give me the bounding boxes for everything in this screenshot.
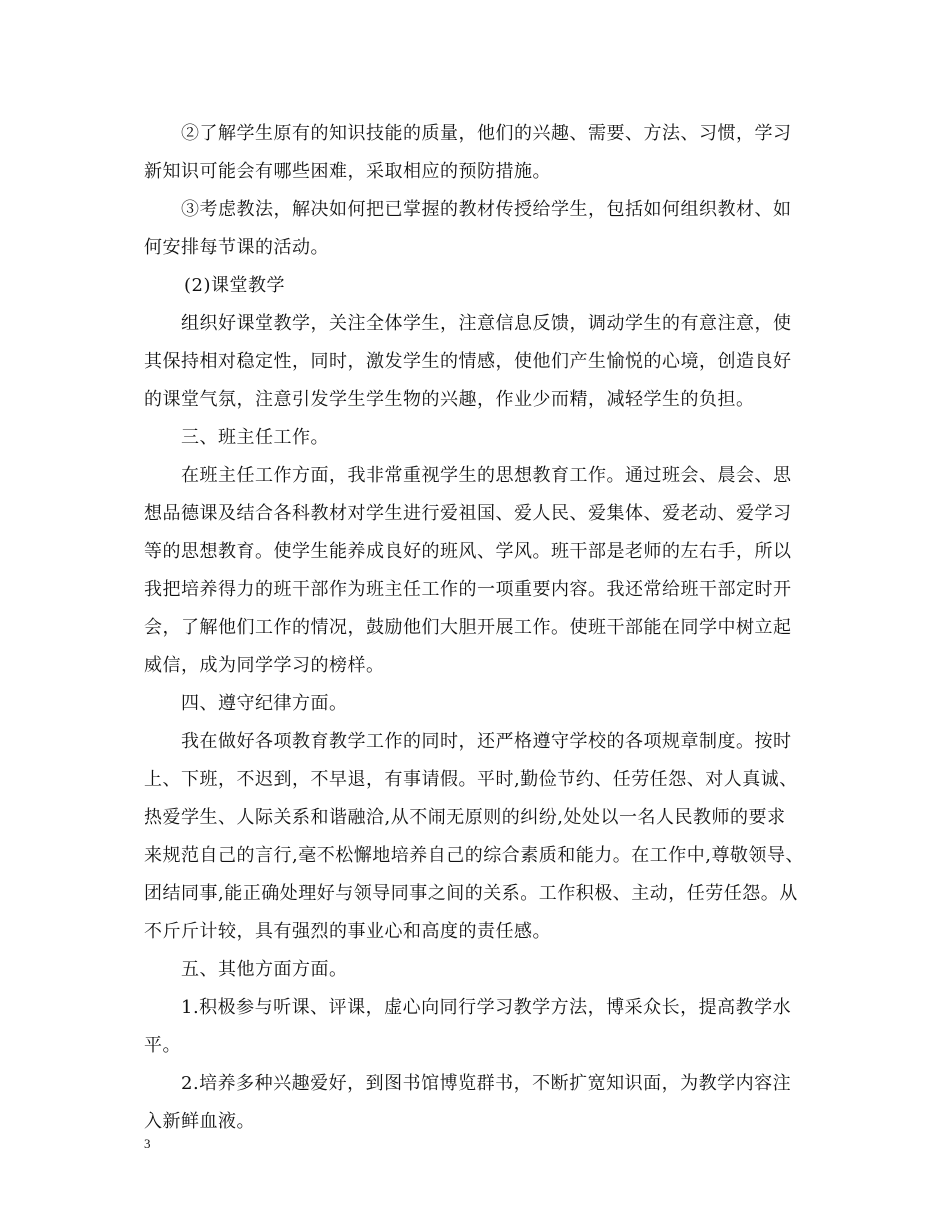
paragraph-line: 组织好课堂教学，关注全体学生，注意信息反馈，调动学生的有意注意，使 (181, 313, 792, 334)
section-heading: 四、遵守纪律方面。 (181, 693, 348, 714)
paragraph-line: 我把培养得力的班干部作为班主任工作的一项重要内容。我还常给班干部定时开 (144, 579, 792, 600)
paragraph-line: 等的思想教育。使学生能养成良好的班风、学风。班干部是老师的左右手，所以 (144, 541, 792, 562)
paragraph-line: ②了解学生原有的知识技能的质量，他们的兴趣、需要、方法、习惯，学习 (181, 123, 792, 144)
paragraph-line: 我在做好各项教育教学工作的同时，还严格遵守学校的各项规章制度。按时 (181, 731, 792, 752)
paragraph-line: 来规范自己的言行,毫不松懈地培养自己的综合素质和能力。在工作中,尊敬领导、 (144, 845, 804, 866)
paragraph-line: 上、下班，不迟到，不早退，有事请假。平时,勤俭节约、任劳任怨、对人真诚、 (144, 769, 798, 790)
paragraph-line: 入新鲜血液。 (144, 1111, 255, 1132)
paragraph-line: 在班主任工作方面，我非常重视学生的思想教育工作。通过班会、晨会、思 (181, 465, 792, 486)
paragraph-line: 何安排每节课的活动。 (144, 237, 329, 258)
paragraph-line: 其保持相对稳定性，同时，激发学生的情感，使他们产生愉悦的心境，创造良好 (144, 351, 792, 372)
paragraph-line: 平。 (144, 1035, 181, 1056)
paragraph-line: 热爱学生、人际关系和谐融洽,从不闹无原则的纠纷,处处以一名人民教师的要求 (144, 807, 786, 828)
paragraph-line: 2.培养多种兴趣爱好，到图书馆博览群书，不断扩宽知识面，为教学内容注 (181, 1073, 792, 1094)
document-body (144, 115, 804, 1141)
paragraph-line: 会，了解他们工作的情况，鼓励他们大胆开展工作。使班干部能在同学中树立起 (144, 617, 792, 638)
section-heading: 五、其他方面方面。 (181, 959, 348, 980)
paragraph-line: 想品德课及结合各科教材对学生进行爱祖国、爱人民、爱集体、爱老动、爱学习 (144, 503, 792, 524)
paragraph-line: ③考虑教法，解决如何把已掌握的教材传授给学生，包括如何组织教材、如 (181, 199, 792, 220)
section-heading: (2)课堂教学 (184, 275, 285, 296)
paragraph-line: 1.积极参与听课、评课，虚心向同行学习教学方法，博采众长，提高教学水 (181, 997, 792, 1018)
section-heading: 三、班主任工作。 (181, 427, 329, 448)
paragraph-line: 新知识可能会有哪些困难，采取相应的预防措施。 (144, 161, 551, 182)
paragraph-line: 不斤斤计较，具有强烈的事业心和高度的责任感。 (144, 921, 551, 942)
paragraph-line: 团结同事,能正确处理好与领导同事之间的关系。工作积极、主动，任劳任怨。从 (144, 883, 798, 904)
paragraph-line: 威信，成为同学学习的榜样。 (144, 655, 385, 676)
page-number: 3 (144, 1136, 151, 1151)
paragraph-line: 的课堂气氛，注意引发学生学生物的兴趣，作业少而精，减轻学生的负担。 (144, 389, 755, 410)
